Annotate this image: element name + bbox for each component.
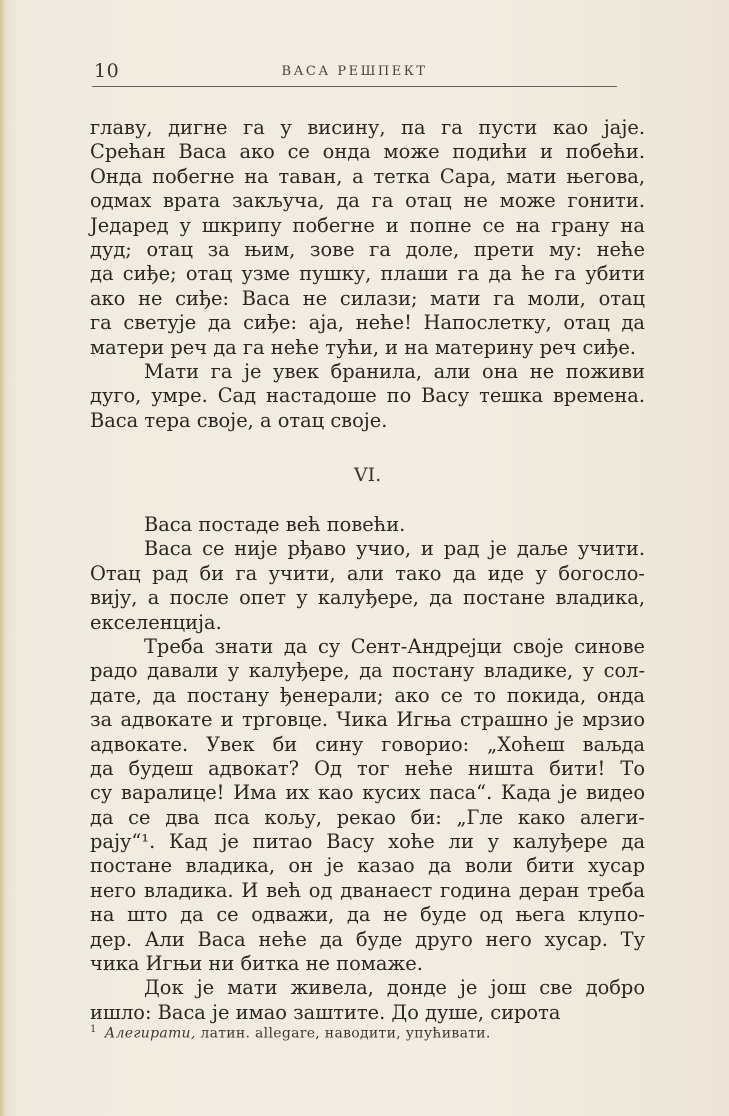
text-line: дуд; отац за њим, зове га доле, прети му: неће: [90, 237, 645, 261]
text-line: на што да се одважи, да не буде од њега клупо-: [90, 903, 645, 927]
text-line: радо давали у калуђере, да постану владике, у сол-: [90, 659, 645, 683]
text-block-bottom: [90, 513, 645, 1025]
text-line: Док је мати живела, донде је још све добро: [144, 976, 645, 1000]
footnote-mark: 1: [90, 1024, 97, 1035]
paragraph: [90, 513, 645, 537]
text-line: ишло: Васа је имао заштите. До душе, сирота: [90, 1000, 561, 1024]
text-line: рају“¹. Кад је питао Васу хоће ли у калуђере да: [90, 830, 645, 854]
text-line: адвокате. Увек би сину говорио: „Хоћеш ваљда: [90, 732, 645, 756]
page-number: 10: [94, 60, 120, 82]
text-line: Васа се није рђаво учио, и рад је даље учити.: [144, 537, 645, 561]
text-line: дате, да постану ђенерали; ако се то покида, онда: [90, 683, 645, 707]
running-title: ВАСА РЕШПЕКТ: [281, 64, 428, 79]
text-line: да сиђе; отац узме пушку, плаши га да ће га убити: [90, 262, 645, 286]
text-line: чика Игњи ни битка не помаже.: [90, 952, 423, 976]
text-line: главу, дигне га у висину, па га пусти као јаје.: [90, 116, 645, 139]
text-line: екселенција.: [90, 610, 222, 634]
text-line: Треба знати да су Сент-Андрејци своје синове: [144, 634, 645, 658]
header-rule: [92, 86, 617, 87]
text-line: да се два пса кољу, рекао би: „Гле како алеги-: [90, 805, 645, 829]
text-line: за адвокате и трговце. Чика Игња страшно је мрзио: [90, 708, 645, 732]
text-line: Онда побегне на таван, а тетка Сара, мати његова,: [90, 164, 645, 188]
text-line: дер. Али Васа неће да буде друго него хусар. Ту: [90, 927, 645, 951]
text-line: одмах врата закључа, да га отац не може гонити.: [90, 189, 645, 213]
text-line: постане владика, он је казао да воли бити хусар: [90, 854, 645, 878]
footnote: [90, 1024, 645, 1042]
text-line: Васа тера своје, а отац своје.: [90, 408, 388, 432]
text-line: Једаред у шкрипу побегне и попне се на грану на: [90, 213, 645, 237]
text-line: него владика. И већ од дванаест година деран треба: [90, 878, 645, 902]
text-line: Отац рад би га учити, али тако да иде у богосло-: [90, 561, 645, 585]
text-line: Срећан Васа ако се онда може подићи и побећи.: [90, 140, 645, 164]
text-line: Мати га је увек бранила, али она не поживи: [144, 359, 645, 383]
paragraph: [90, 976, 645, 1025]
text-line: дуго, умре. Сад настадоше по Васу тешка времена.: [90, 384, 645, 408]
text-line: Васа постаде већ повећи.: [144, 513, 406, 536]
text-line: да будеш адвокат? Од тог неће ништа бити! То: [90, 756, 645, 780]
paragraph: [90, 360, 645, 433]
page-edge: [0, 0, 6, 1116]
page-header: [92, 58, 617, 88]
text-line: вију, а после опет у калуђере, да постане владика,: [90, 586, 645, 610]
footnote-text: латин. allegare, наводити, упућивати.: [200, 1025, 491, 1042]
text-line: су варалице! Има их као кусих паса“. Када је видео: [90, 781, 645, 805]
text-line: матери реч да га неће тући, и на материну реч сиђе.: [90, 335, 636, 359]
section-heading: VI.: [353, 464, 382, 486]
text-block-top: [90, 116, 645, 433]
paragraph: [90, 116, 645, 360]
paragraph: [90, 537, 645, 635]
paragraph: [90, 635, 645, 976]
footnote-term: Алегирати,: [104, 1025, 196, 1042]
text-line: га светује да сиђе: аја, неће! Напослетку, отац да: [90, 311, 645, 335]
text-line: ако не сиђе: Васа не силази; мати га моли, отац: [90, 286, 645, 310]
